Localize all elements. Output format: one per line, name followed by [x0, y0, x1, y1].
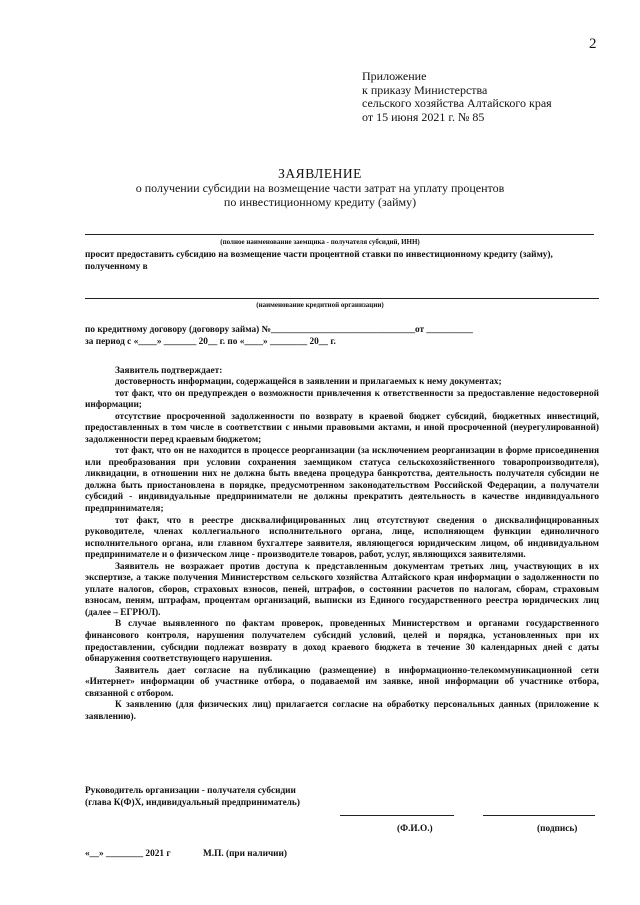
request-line-2: полученному в [85, 262, 148, 272]
applicant-name-line [85, 234, 594, 235]
date-line: «__» ________ 2021 г [85, 849, 171, 859]
sign-signature-line [483, 815, 595, 816]
appendix-reference [362, 70, 552, 124]
fio-signature-line [340, 815, 454, 816]
statement-body [85, 377, 599, 723]
paragraph-no-reorganization: тот факт, что он не находится в процессе реорганизации (за исключением реорганизации в форме присоединения или преобразования при условии сохранения заемщиком статуса сельскохозяйственного товаропроизводителя), ликвидации, в отношении них не должна быть введена процедура банкротства, деятельность получателя субсидии не должна быть приостановлена в порядке, предусмотренном законодательством Российской Федерации, а получатели субсидий - индивидуальные предприниматели не должны прекратить деятельность в качестве индивидуального предпринимателя; [85, 446, 599, 515]
request-line-1: просит предоставить субсидию на возмещение части процентной ставки по инвестиционному кредиту (займу), [85, 250, 553, 260]
page-number: 2 [589, 36, 597, 52]
bank-name-line [85, 298, 599, 299]
fio-caption: (Ф.И.О.) [397, 824, 433, 834]
signatory-role-line-1: Руководитель организации - получателя субсидии [85, 786, 296, 796]
paragraph-no-debt: отсутствие просроченной задолженности по возврату в краевой бюджет субсидий, бюджетных инвестиций, предоставленных в том числе в соответствии с иными правовыми актами, и иной просроченной (неурегулированной) задолженности перед краевым бюджетом; [85, 411, 599, 445]
appendix-line-3: сельского хозяйства Алтайского края [362, 96, 552, 110]
paragraph-liability-warning: тот факт, что он предупрежден о возможности привлечения к ответственности за предоставление недостоверной информации; [85, 388, 599, 411]
document-subtitle-1: о получении субсидии на возмещение части затрат на уплату процентов [135, 181, 505, 195]
paragraph-personal-data: К заявлению (для физических лиц) прилагается согласие на обработку персональных данных (приложение к заявлению). [85, 700, 599, 722]
paragraph-disqualified-registry: тот факт, что в реестре дисквалифицированных лиц отсутствуют сведения о дисквалифицированных руководителе, членах коллегиального исполнительного органа, лице, исполняющем функции единоличного исполнительного органа, или главном бухгалтере заявителя, являющегося юридическим лицом, об индивидуальном предпринимателе и о физическом лице - производителе товаров, работ, услуг, являющихся заявителями. [85, 515, 599, 561]
paragraph-publication-consent: Заявитель дает согласие на публикацию (размещение) в информационно-телекоммуникационной сети «Интернет» информации об участнике отбора, о подаваемой им заявке, иной информации об участнике отбора, связанной с отбором. [85, 665, 599, 699]
sign-caption: (подпись) [537, 824, 578, 834]
paragraph-refund-condition: В случае выявленного по фактам проверок, проведенных Министерством и органами государственного финансового контроля, нарушения получателем субсидий условий, целей и порядка, установленных при их предоставлении, субсидии подлежат возврату в доход краевого бюджета в течение 30 календарных дней с даты обнаружения соответствующего нарушения. [85, 619, 599, 665]
contract-line: по кредитному договору (договору займа) №_______________________________от __________ [85, 325, 473, 335]
applicant-caption: (полное наименование заемщика - получателя субсидий, ИНН) [220, 238, 420, 246]
bank-caption: (наименование кредитной организации) [256, 301, 384, 309]
signatory-role-line-2: (глава К(Ф)Х, индивидуальный предприниматель) [85, 798, 300, 808]
appendix-line-2: к приказу Министерства [362, 82, 488, 97]
appendix-line-1: Приложение [362, 69, 427, 83]
confirm-intro: Заявитель подтверждает: [115, 366, 223, 376]
paragraph-third-party-access: Заявитель не возражает против доступа к представленным документам третьих лиц, участвующих в их экспертизе, а также получения Министерством сельского хозяйства Алтайского края информации о задолженности по уплате налогов, сборов, страховых взносов, пеней, штрафов, о состоянии расчетов по налогам, сборам, страховым взносам, пеням, штрафам, процентам организаций, выписки из Единого государственного реестра юридических лиц (далее – ЕГРЮЛ). [85, 561, 599, 618]
appendix-line-4: от 15 июня 2021 г. № 85 [362, 109, 485, 124]
period-line: за период с «____» _______ 20__ г. по «____» ________ 20__ г. [85, 337, 336, 347]
paragraph-reliability: достоверность информации, содержащейся в заявлении и прилагаемых к нему документах; [115, 377, 502, 387]
document-subtitle-2: по инвестиционному кредиту (займу) [223, 195, 417, 209]
document-title: ЗАЯВЛЕНИЕ [278, 166, 362, 181]
stamp-label: М.П. (при наличии) [203, 849, 287, 859]
